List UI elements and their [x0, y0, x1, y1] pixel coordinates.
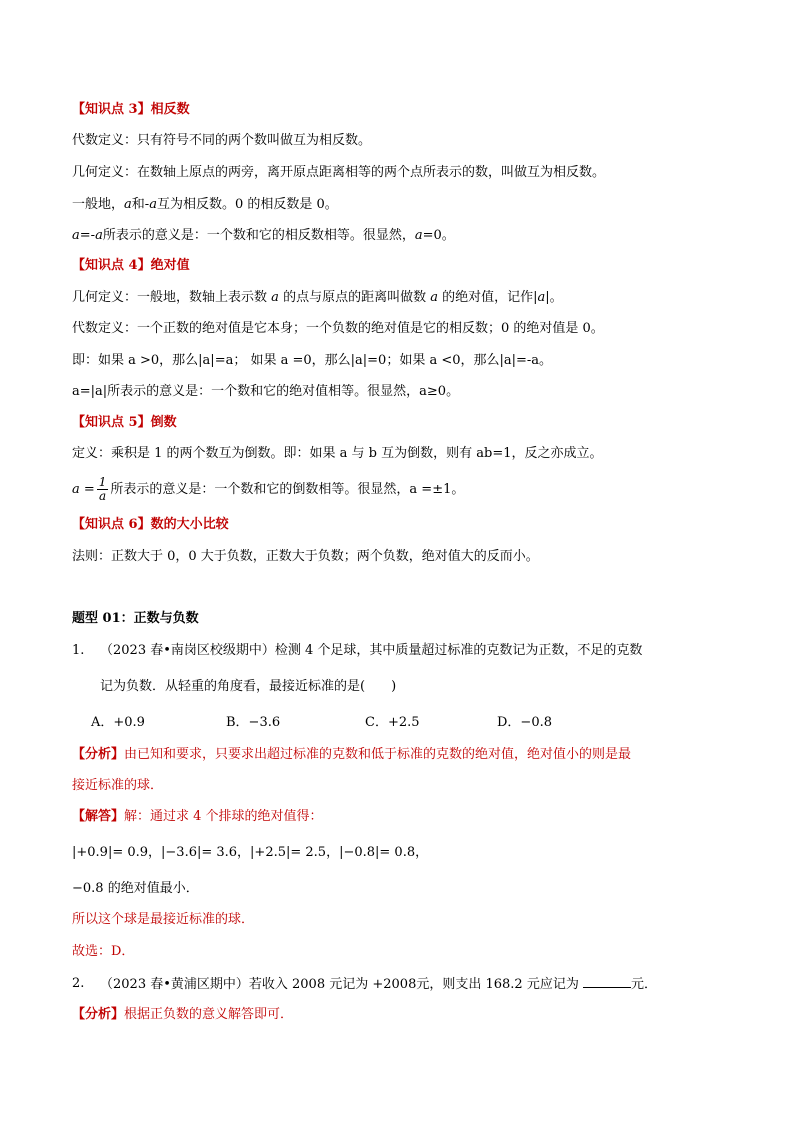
q1-option-d: D．−0.8 — [497, 715, 552, 730]
kp6-line1: 法则：正数大于 0，0 大于负数，正数大于负数；两个负数，绝对值大的反而小。 — [72, 549, 539, 564]
q1-option-b: B．−3.6 — [226, 715, 281, 730]
kp3-line1: 代数定义：只有符号不同的两个数叫做互为相反数。 — [72, 133, 372, 148]
kp4-tag: 【知识点 4】 — [72, 258, 151, 273]
q1-answer-tag: 【解答】 — [72, 809, 125, 824]
kp4-line1: 几何定义：一般地，数轴上表示数 a 的点与原点的距离叫做数 a 的绝对值，记作|a|。 — [72, 290, 563, 305]
kp5-line1: 定义：乘积是 1 的两个数互为倒数。即：如果 a 与 b 互为倒数，则有 ab=1，反之亦成立。 — [72, 446, 603, 461]
q2-analysis-tag: 【分析】 — [72, 1007, 125, 1022]
kp4-heading — [72, 257, 190, 275]
kp6-tag: 【知识点 6】 — [72, 517, 151, 532]
q1-answer-line5: 故选：D． — [72, 944, 135, 959]
q2-analysis-line: 【分析】根据正负数的意义解答即可． — [72, 1007, 294, 1022]
kp5-tag: 【知识点 5】 — [72, 415, 151, 430]
q1-number: 1. — [72, 643, 85, 658]
kp3-tag: 【知识点 3】 — [72, 102, 151, 117]
type01-heading: 题型 01：正数与负数 — [72, 611, 199, 626]
q1-answer-line1: 【解答】解：通过求 4 个排球的绝对值得： — [72, 809, 323, 824]
kp4-line4: a=|a|所表示的意义是：一个数和它的绝对值相等。很显然，a≥0。 — [72, 384, 460, 399]
q1-text2: 记为负数．从轻重的角度看，最接近标准的是( ) — [100, 679, 397, 694]
kp4-line2: 代数定义：一个正数的绝对值是它本身；一个负数的绝对值是它的相反数；0 的绝对值是 0。 — [72, 321, 604, 336]
q1-option-c: C．+2.5 — [365, 715, 420, 730]
q1-text1: （2023 春•南岗区校级期中）检测 4 个足球，其中质量超过标准的克数记为正数，不足的克数 — [100, 643, 643, 658]
q1-analysis-line1: 【分析】由已知和要求，只要求出超过标准的克数和低于标准的克数的绝对值，绝对值小的则是最 — [72, 747, 632, 762]
kp3-line2: 几何定义：在数轴上原点的两旁，离开原点距离相等的两个点所表示的数，叫做互为相反数。 — [72, 165, 606, 180]
kp3-heading — [72, 101, 190, 119]
q2-number: 2. — [72, 976, 85, 991]
q1-answer-line4: 所以这个球是最接近标准的球． — [72, 912, 255, 927]
q2-text: （2023 春•黄浦区期中）若收入 2008 元记为 +2008元，则支出 168.2 元应记为 元． — [100, 977, 657, 992]
fraction-one-over-a: $\frac{1}{a}$ — [98, 475, 107, 503]
q1-calc-line: |+0.9|= 0.9，|−3.6|= 3.6，|+2.5|= 2.5，|−0.8|= 0.8， — [72, 845, 429, 860]
q1-option-a: A．+0.9 — [91, 715, 145, 730]
kp6-title: 数的大小比较 — [150, 517, 229, 532]
kp4-title: 绝对值 — [150, 258, 190, 273]
kp3-line4: a=-a所表示的意义是：一个数和它的相反数相等。很显然，a=0。 — [72, 228, 455, 243]
q1-analysis-line2: 接近标准的球． — [72, 778, 164, 793]
kp3-title: 相反数 — [150, 102, 190, 117]
kp5-heading — [72, 414, 177, 432]
kp5-title: 倒数 — [150, 415, 177, 430]
q1-answer-line3: −0.8 的绝对值最小． — [72, 881, 199, 896]
kp6-heading — [72, 516, 229, 534]
q1-analysis-tag: 【分析】 — [72, 747, 125, 762]
kp5-line2: a = $\frac{1}{a}$ 所表示的意义是：一个数和它的倒数相等。很显然，a =±1。 — [72, 475, 465, 503]
kp3-line3: 一般地，a和-a互为相反数。0 的相反数是 0。 — [72, 197, 338, 212]
kp4-line3: 即：如果 a >0，那么|a|=a； 如果 a =0，那么|a|=0；如果 a <0，那么|a|=-a。 — [72, 353, 553, 368]
q2-answer-blank[interactable] — [583, 975, 631, 988]
